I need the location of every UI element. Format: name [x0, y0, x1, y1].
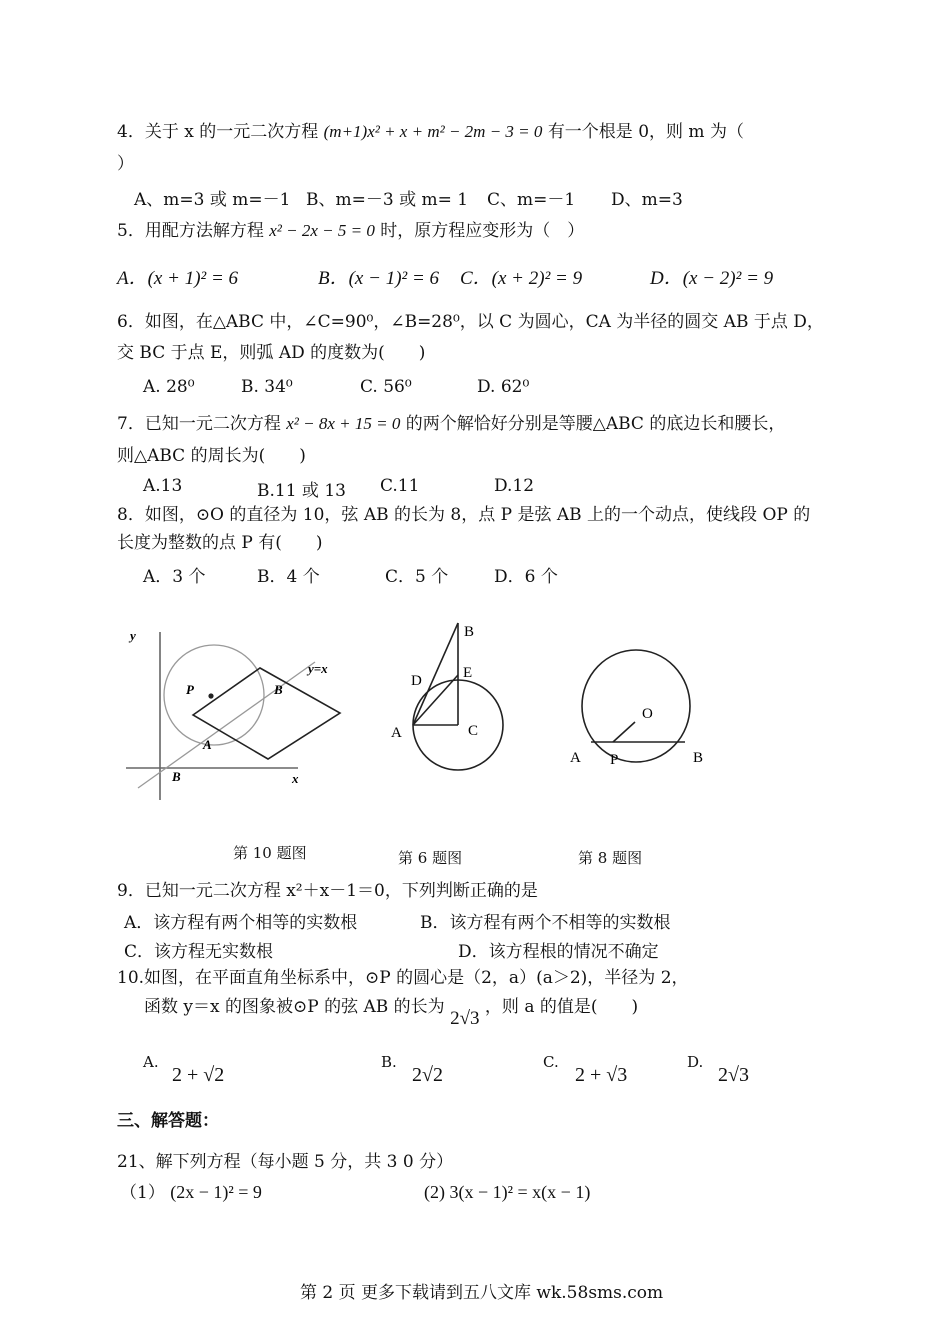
- fig6-label-d: D: [411, 673, 422, 689]
- q6-option-b: B. 34⁰: [241, 377, 293, 397]
- q8-line2: 长度为整数的点 P 有( ): [117, 533, 323, 553]
- q10-option-a-value: 2 + √2: [172, 1064, 225, 1086]
- q9-line1: 9．已知一元二次方程 x²＋x－1＝0，下列判断正确的是: [117, 881, 538, 901]
- q7-line2: 则△ABC 的周长为( ): [117, 446, 306, 466]
- q10-line2: [144, 995, 639, 1029]
- q7-option-d: D.12: [494, 476, 535, 496]
- fig8-circle: [582, 650, 690, 762]
- q10-option-c-letter: C.: [543, 1053, 559, 1071]
- q7-option-b: B.11 或 13: [257, 481, 346, 501]
- fig10-label-b-bottom: B: [172, 769, 181, 784]
- fig10-label-y: y: [130, 628, 136, 643]
- q10-text-a: 函数 y＝x 的图象被⊙P 的弦 AB 的长为: [144, 997, 445, 1017]
- q4-paren-close: ）: [117, 154, 134, 174]
- q10-option-b-letter: B.: [381, 1053, 397, 1071]
- q6-option-c: C. 56⁰: [360, 377, 412, 397]
- q7-line1: [117, 412, 785, 436]
- q10-line1: 10.如图，在平面直角坐标系中，⊙P 的圆心是（2，a）(a＞2)，半径为 2，: [117, 968, 689, 988]
- fig8-label-p: P: [610, 752, 619, 768]
- q10-text-b: ，则 a 的值是( ): [484, 997, 639, 1017]
- q4-option-b: B、m=－3 或 m= 1: [306, 190, 469, 210]
- page-footer: 第 2 页 更多下载请到五八文库 wk.58sms.com: [300, 1283, 664, 1303]
- fig6-label-a: A: [391, 725, 402, 741]
- q6-option-a: A. 28⁰: [143, 377, 195, 397]
- q21-part1: [120, 1180, 262, 1205]
- q5-text-a: 5．用配方法解方程: [117, 221, 264, 241]
- q21-part1-label: （1）: [120, 1183, 165, 1203]
- q4-line1: [117, 120, 744, 144]
- fig8-caption: 第 8 题图: [578, 849, 643, 867]
- q5-option-b: B．(x − 1)² = 6: [318, 268, 440, 289]
- q9-option-c: C．该方程无实数根: [124, 942, 274, 962]
- fig10-caption: 第 10 题图: [233, 844, 307, 862]
- q7-text-a: 7．已知一元二次方程: [117, 414, 281, 434]
- q7-option-c: C.11: [380, 476, 420, 496]
- q4-equation: (m+1)x² + x + m² − 2m − 3 = 0: [323, 122, 543, 141]
- q5-option-c: C．(x + 2)² = 9: [460, 268, 583, 289]
- fig6-label-b: B: [464, 624, 475, 640]
- q10-option-c-value: 2 + √3: [575, 1064, 628, 1086]
- q21-part1-equation: (2x − 1)² = 9: [170, 1182, 262, 1202]
- q7-text-b: 的两个解恰好分别是等腰△ABC 的底边长和腰长，: [405, 414, 786, 434]
- figure-q6: [380, 615, 520, 785]
- q8-line1: 8．如图，⊙O 的直径为 10，弦 AB 的长为 8，点 P 是弦 AB 上的一个动点，使线段 OP 的: [117, 505, 811, 525]
- section3-title: 三、解答题：: [117, 1111, 219, 1131]
- q5-option-d: D．(x − 2)² = 9: [650, 268, 774, 289]
- q5-text-b: 时，原方程应变形为（ ）: [380, 221, 585, 241]
- q8-option-a: A．3 个: [143, 567, 206, 587]
- fig10-point-p: [208, 693, 213, 698]
- q8-option-b: B．4 个: [257, 567, 320, 587]
- q21-line1: 21、解下列方程（每小题 5 分，共 3 0 分）: [117, 1152, 454, 1172]
- fig6-label-e: E: [463, 665, 473, 681]
- q8-option-c: C．5 个: [385, 567, 449, 587]
- figure-q8: [565, 640, 715, 775]
- q10-option-d-value: 2√3: [718, 1064, 749, 1086]
- fig8-label-a: A: [570, 750, 581, 766]
- fig8-segment-op: [613, 722, 635, 742]
- q4-option-d: D、m=3: [611, 190, 683, 210]
- q8-option-d: D．6 个: [494, 567, 558, 587]
- q10-option-a-letter: A.: [143, 1053, 159, 1071]
- fig6-label-c: C: [468, 723, 479, 739]
- fig10-line-y-eq-x: [138, 662, 315, 788]
- q5-equation: x² − 2x − 5 = 0: [269, 221, 375, 240]
- fig10-label-b-top: B: [274, 682, 283, 697]
- fig10-label-a: A: [203, 737, 212, 752]
- q4-option-c: C、m=－1: [487, 190, 576, 210]
- q6-option-d: D. 62⁰: [477, 377, 530, 397]
- fig10-label-p: P: [186, 682, 194, 697]
- q5-option-a: A．(x + 1)² = 6: [117, 268, 239, 289]
- fig8-label-o: O: [642, 706, 653, 722]
- fig8-label-b: B: [693, 750, 704, 766]
- q5-line1: [117, 219, 584, 243]
- fig10-label-line: y=x: [308, 661, 328, 676]
- q9-option-b: B．该方程有两个不相等的实数根: [420, 913, 671, 933]
- q10-option-d-letter: D.: [687, 1053, 704, 1071]
- q9-option-a: A．该方程有两个相等的实数根: [124, 913, 358, 933]
- q9-option-d: D．该方程根的情况不确定: [458, 942, 659, 962]
- q21-part2: (2) 3(x − 1)² = x(x − 1): [424, 1182, 591, 1202]
- q6-line1: 6．如图，在△ABC 中，∠C=90⁰，∠B=28⁰，以 C 为圆心，CA 为半径的圆交 AB 于点 D，: [117, 312, 824, 332]
- q4-option-a: A、m=3 或 m=－1: [134, 190, 291, 210]
- q7-equation: x² − 8x + 15 = 0: [286, 414, 401, 433]
- fig6-caption: 第 6 题图: [398, 849, 463, 867]
- q7-option-a: A.13: [143, 476, 183, 496]
- q10-chord-length: 2√3: [450, 1008, 480, 1029]
- fig10-label-x: x: [292, 771, 299, 786]
- q4-text-b: 有一个根是 0，则 m 为（: [547, 122, 744, 142]
- q4-text-a: 4．关于 x 的一元二次方程: [117, 122, 319, 142]
- q6-line2: 交 BC 于点 E，则弧 AD 的度数为( ): [117, 343, 426, 363]
- fig10-circle-p: [164, 645, 264, 745]
- q10-option-b-value: 2√2: [412, 1064, 443, 1086]
- figure-q10: [120, 620, 350, 805]
